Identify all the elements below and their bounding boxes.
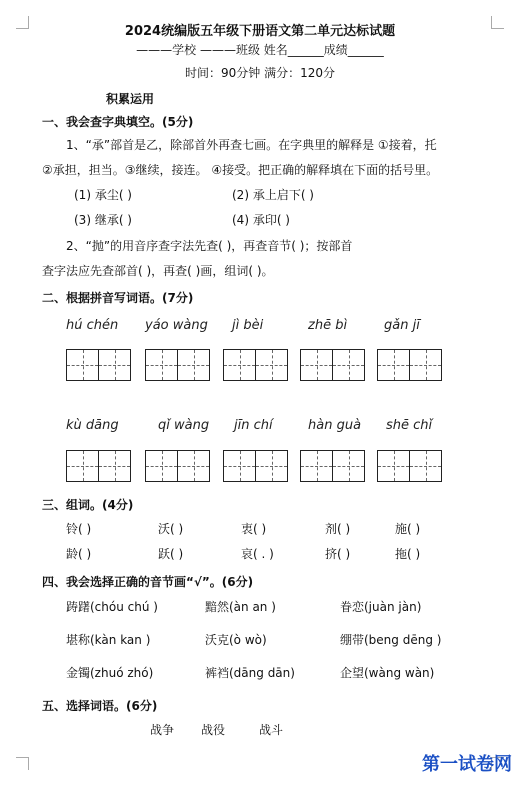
pinyin-label: qǐ wàng (158, 418, 210, 433)
pinyin-choice[interactable]: 黯然(àn an ) (205, 600, 276, 614)
pinyin-choice[interactable]: 堪称(kàn kan ) (66, 633, 151, 647)
section1-line1: 1、“承”部首是乙，除部首外再查七画。在字典里的解释是 ①接着，托 (66, 138, 437, 152)
brand-watermark: 第一试卷网 (422, 754, 512, 775)
section3-heading: 三、组词。(4分) (42, 498, 134, 512)
pinyin-label: shē chǐ (386, 418, 433, 433)
word-item: 跃( ) (158, 547, 184, 561)
word-item: 衷( ) (241, 522, 267, 536)
word-item: 铃( ) (66, 522, 92, 536)
writing-grid[interactable] (66, 349, 131, 381)
section5-heading: 五、选择词语。(6分) (42, 699, 158, 713)
pinyin-label: kù dāng (66, 418, 119, 433)
word-item: 哀( . ) (241, 547, 274, 561)
word-item: 龄( ) (66, 547, 92, 561)
pinyin-label: gǎn jī (384, 318, 420, 333)
writing-grid[interactable] (300, 349, 365, 381)
pinyin-label: zhē bì (308, 318, 348, 333)
student-info-line: ———学校 ———班级 姓名______成绩______ (136, 43, 384, 57)
word-item: 沃( ) (158, 522, 184, 536)
pinyin-choice[interactable]: 裤裆(dāng dān) (205, 666, 295, 680)
section1-line2: ②承担，担当。③继续，接连。 ④接受。把正确的解释填在下面的括号里。 (42, 163, 439, 177)
section1-line3: 2、“抛”的用音序查字法先查( )，再查音节( )；按部首 (66, 239, 353, 253)
pinyin-choice[interactable]: 金镯(zhuó zhó) (66, 666, 154, 680)
word-option: 战争 (150, 723, 175, 737)
page-title: 2024统编版五年级下册语文第二单元达标试题 (124, 24, 396, 39)
pinyin-choice[interactable]: 沃克(ò wò) (205, 633, 267, 647)
section1-item: (2) 承上启下( ) (232, 188, 314, 202)
writing-grid[interactable] (377, 349, 442, 381)
section-group-title: 积累运用 (106, 92, 155, 106)
time-score-line: 时间：90分钟 满分：120分 (185, 66, 335, 80)
section1-item: (3) 继承( ) (74, 213, 132, 227)
writing-grid[interactable] (145, 450, 210, 482)
word-item: 剂( ) (325, 522, 351, 536)
section1-item: (4) 承印( ) (232, 213, 290, 227)
writing-grid[interactable] (66, 450, 131, 482)
section1-line4: 查字法应先查部首( )，再查( )画，组词( )。 (42, 264, 274, 278)
word-option: 战斗 (259, 723, 284, 737)
pinyin-choice[interactable]: 绷带(beng dēng ) (340, 633, 442, 647)
pinyin-choice[interactable]: 踌躇(chóu chú ) (66, 600, 158, 614)
section2-heading: 二、根据拼音写词语。(7分) (42, 291, 194, 305)
pinyin-label: hú chén (66, 318, 119, 333)
section1-item: (1) 承尘( ) (74, 188, 132, 202)
pinyin-choice[interactable]: 企望(wàng wàn) (340, 666, 435, 680)
writing-grid[interactable] (223, 349, 288, 381)
writing-grid[interactable] (223, 450, 288, 482)
pinyin-label: jì bèi (232, 318, 264, 333)
pinyin-label: hàn guà (308, 418, 362, 433)
pinyin-label: jīn chí (234, 418, 273, 433)
word-item: 挤( ) (325, 547, 351, 561)
word-option: 战役 (201, 723, 226, 737)
writing-grid[interactable] (145, 349, 210, 381)
section1-heading: 一、我会查字典填空。(5分) (42, 115, 194, 129)
writing-grid[interactable] (377, 450, 442, 482)
word-item: 施( ) (395, 522, 421, 536)
word-item: 拖( ) (395, 547, 421, 561)
corner-mark (16, 757, 29, 770)
writing-grid[interactable] (300, 450, 365, 482)
pinyin-label: yáo wàng (145, 318, 208, 333)
section4-heading: 四、我会选择正确的音节画“√”。(6分) (42, 575, 254, 589)
pinyin-choice[interactable]: 眷恋(juàn jàn) (340, 600, 422, 614)
